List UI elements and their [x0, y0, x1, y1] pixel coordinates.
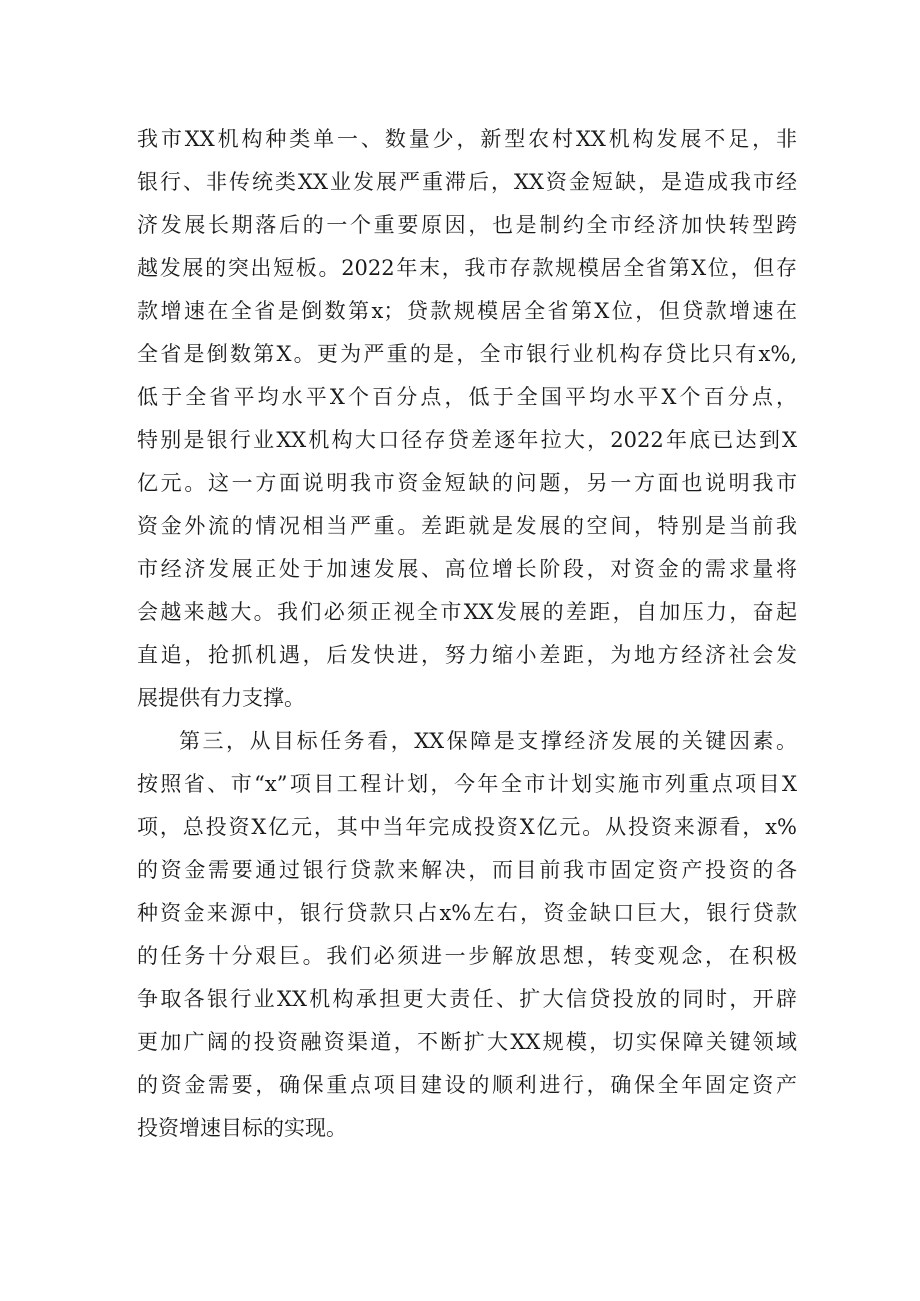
text-line: 特别是银行业XX机构大口径存贷差逐年拉大，2022年底已达到X	[137, 428, 797, 452]
text-line: 越发展的突出短板。2022年末，我市存款规模居全省第X位，但存	[137, 256, 797, 280]
text-line: 银行、非传统类XX业发展严重滞后，XX资金短缺，是造成我市经	[137, 170, 797, 194]
text-line: 会越来越大。我们必须正视全市XX发展的差距，自加压力，奋起	[137, 600, 797, 624]
paragraph-2	[137, 720, 797, 1150]
text-line: 全省是倒数第X。更为严重的是，全市银行业机构存贷比只有x%,	[137, 342, 797, 366]
text-line: 款增速在全省是倒数第x；贷款规模居全省第X位，但贷款增速在	[137, 299, 797, 323]
text-line: 争取各银行业XX机构承担更大责任、扩大信贷投放的同时，开辟	[137, 987, 797, 1011]
text-line: 种资金来源中，银行贷款只占x%左右，资金缺口巨大，银行贷款	[137, 901, 797, 925]
text-line: 项，总投资X亿元，其中当年完成投资X亿元。从投资来源看，x%	[137, 815, 797, 839]
text-line: 的任务十分艰巨。我们必须进一步解放思想，转变观念，在积极	[137, 944, 797, 968]
text-line: 展提供有力支撑。	[137, 686, 305, 710]
text-line: 济发展长期落后的一个重要原因，也是制约全市经济加快转型跨	[137, 213, 797, 237]
text-line: 我市XX机构种类单一、数量少，新型农村XX机构发展不足，非	[137, 127, 797, 151]
text-line: 直追，抢抓机遇，后发快进，努力缩小差距，为地方经济社会发	[137, 643, 797, 667]
paragraph-1	[137, 118, 797, 720]
text-line: 的资金需要通过银行贷款来解决，而目前我市固定资产投资的各	[137, 858, 797, 882]
text-line: 亿元。这一方面说明我市资金短缺的问题，另一方面也说明我市	[137, 471, 797, 495]
text-line: 市经济发展正处于加速发展、高位增长阶段，对资金的需求量将	[137, 557, 797, 581]
text-line: 更加广阔的投资融资渠道，不断扩大XX规模，切实保障关键领域	[137, 1030, 797, 1054]
text-line: 投资增速目标的实现。	[137, 1116, 347, 1140]
text-line: 的资金需要，确保重点项目建设的顺利进行，确保全年固定资产	[137, 1073, 797, 1097]
text-line: 第三，从目标任务看，XX保障是支撑经济发展的关键因素。	[179, 729, 797, 753]
text-line: 按照省、市“x”项目工程计划，今年全市计划实施市列重点项目X	[137, 772, 797, 796]
text-line: 低于全省平均水平X个百分点，低于全国平均水平X个百分点，	[137, 385, 797, 409]
text-line: 资金外流的情况相当严重。差距就是发展的空间，特别是当前我	[137, 514, 797, 538]
document-body	[137, 118, 797, 1150]
